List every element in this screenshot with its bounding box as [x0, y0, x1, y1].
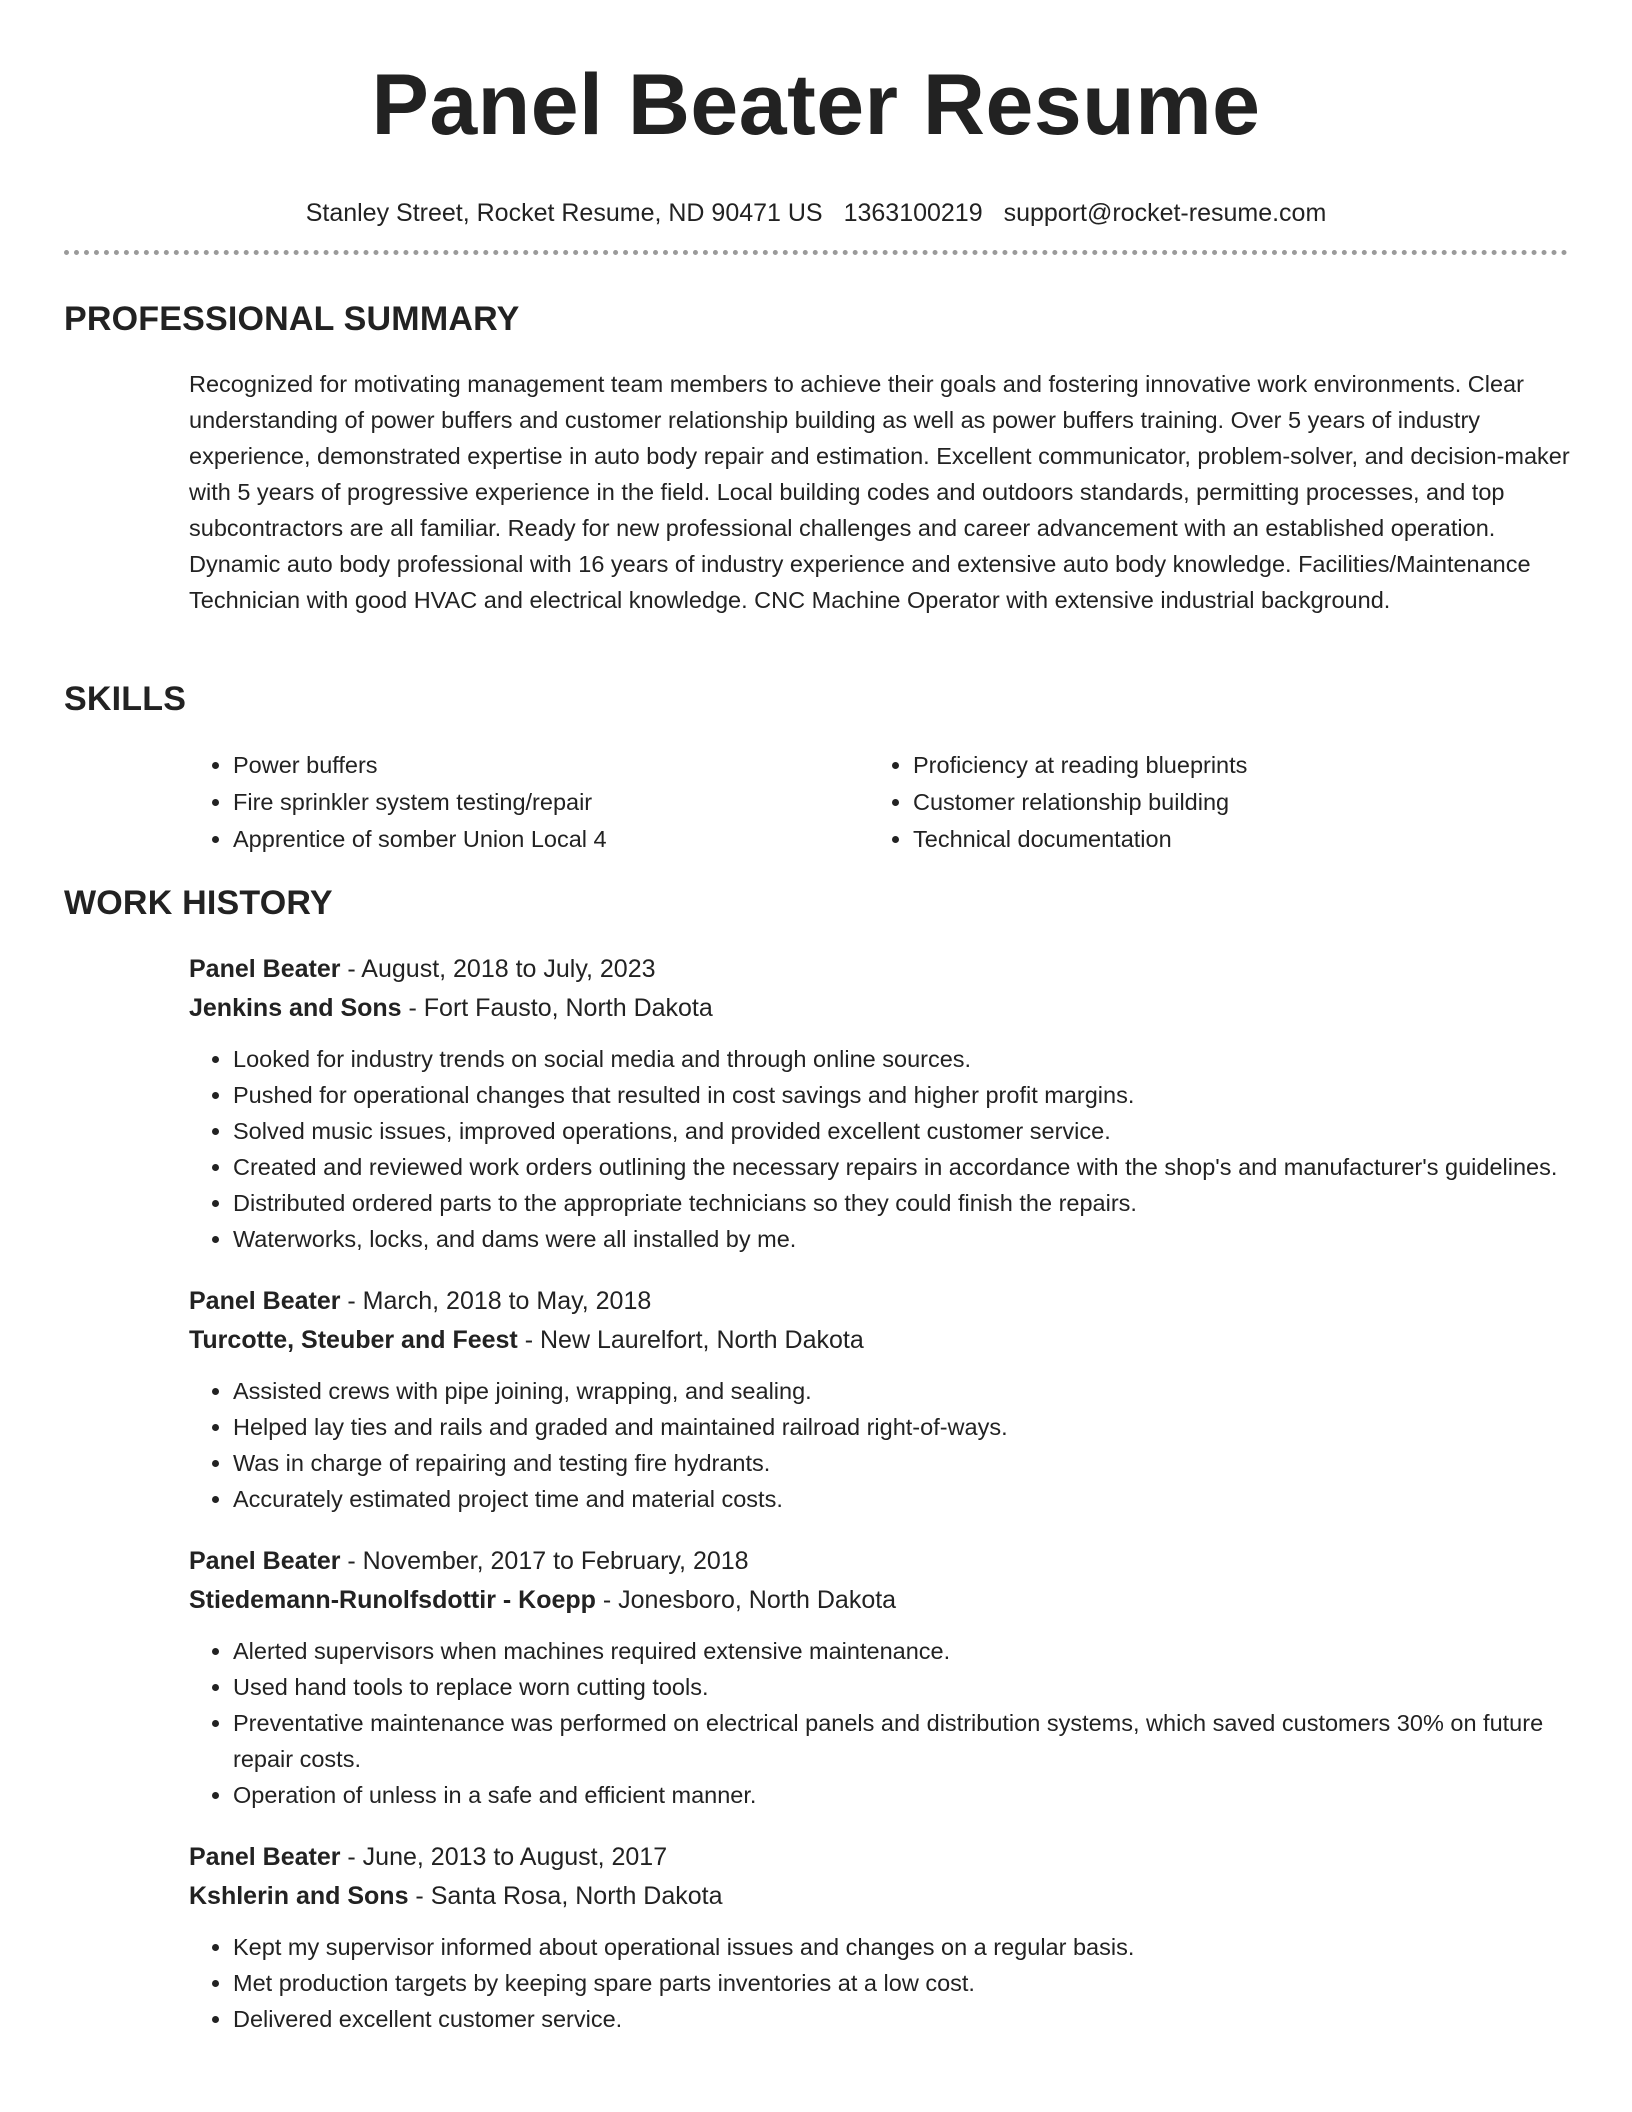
skills-column-right	[869, 747, 1549, 858]
job-company-line	[189, 1877, 1574, 1916]
job-duty: • Assisted crews with pipe joining, wrapping, and sealing.	[233, 1373, 1574, 1409]
job-role: Panel Beater	[189, 955, 341, 983]
job-entry	[189, 1282, 1574, 1517]
job-role: Panel Beater	[189, 1547, 341, 1575]
job-duties	[189, 1041, 1574, 1257]
contact-email: support@rocket-resume.com	[1003, 199, 1327, 227]
job-duties	[189, 1633, 1574, 1813]
skill-item: • Technical documentation	[913, 821, 1549, 858]
job-duty: • Was in charge of repairing and testing fire hydrants.	[233, 1445, 1574, 1481]
contact-phone: 1363100219	[843, 199, 983, 227]
job-duty: • Helped lay ties and rails and graded and maintained railroad right-of-ways.	[233, 1409, 1574, 1445]
job-duty: • Kept my supervisor informed about operational issues and changes on a regular basis.	[233, 1929, 1574, 1965]
job-duty: • Preventative maintenance was performed on electrical panels and distribution systems, which saved customers 30% on future repair costs.	[233, 1705, 1574, 1777]
job-role: Panel Beater	[189, 1843, 341, 1871]
job-location: - Santa Rosa, North Dakota	[408, 1882, 723, 1910]
job-title-line	[189, 950, 1574, 989]
summary-heading: PROFESSIONAL SUMMARY	[64, 300, 520, 338]
job-duty: • Delivered excellent customer service.	[233, 2001, 1574, 2037]
skills-list	[189, 747, 1568, 858]
job-duty: • Looked for industry trends on social media and through online sources.	[233, 1041, 1574, 1077]
skill-item: • Power buffers	[233, 747, 869, 784]
skill-item: • Customer relationship building	[913, 784, 1549, 821]
job-duty: • Created and reviewed work orders outlining the necessary repairs in accordance with the shop's and manufacturer's guidelines.	[233, 1149, 1574, 1185]
job-duty: • Used hand tools to replace worn cutting tools.	[233, 1669, 1574, 1705]
job-location: - New Laurelfort, North Dakota	[517, 1326, 864, 1354]
job-dates: - June, 2013 to August, 2017	[340, 1843, 668, 1871]
job-entry	[189, 1838, 1574, 2037]
job-dates: - March, 2018 to May, 2018	[340, 1287, 652, 1315]
job-entry	[189, 1542, 1574, 1813]
job-title-line	[189, 1282, 1574, 1321]
job-location: - Jonesboro, North Dakota	[595, 1586, 897, 1614]
work-history-list	[189, 950, 1574, 2062]
job-entry	[189, 950, 1574, 1257]
job-location: - Fort Fausto, North Dakota	[401, 994, 713, 1022]
job-company-line	[189, 1321, 1574, 1360]
job-company: Turcotte, Steuber and Feest	[189, 1326, 518, 1354]
job-title-line	[189, 1838, 1574, 1877]
skills-column-left	[189, 747, 869, 858]
job-duties	[189, 1929, 1574, 2037]
contact-line	[64, 197, 1568, 229]
summary-text: Recognized for motivating management team members to achieve their goals and fostering innovative work environments. Clear understanding of power buffers and customer relationship building as well as power buffers training. Over 5 years of industry experience, demonstrated expertise in auto body repair and estimation. Excellent communicator, problem-solver, and decision-maker with 5 years of progressive experience in the field. Local building codes and outdoors standards, permitting processes, and top subcontractors are all familiar. Ready for new professional challenges and career advancement with an established operation. Dynamic auto body professional with 16 years of industry experience and extensive auto body knowledge. Facilities/Maintenance Technician with good HVAC and electrical knowledge. CNC Machine Operator with extensive industrial background.	[189, 371, 1570, 613]
resume-header	[64, 55, 1568, 229]
job-company-line	[189, 989, 1574, 1028]
work-history-heading: WORK HISTORY	[64, 884, 333, 922]
skills-heading: SKILLS	[64, 680, 187, 718]
job-duty: • Accurately estimated project time and material costs.	[233, 1481, 1574, 1517]
job-duty: • Alerted supervisors when machines required extensive maintenance.	[233, 1633, 1574, 1669]
job-dates: - November, 2017 to February, 2018	[340, 1547, 749, 1575]
skill-item: • Fire sprinkler system testing/repair	[233, 784, 869, 821]
job-company: Kshlerin and Sons	[189, 1882, 409, 1910]
job-company: Jenkins and Sons	[189, 994, 402, 1022]
job-duties	[189, 1373, 1574, 1517]
job-role: Panel Beater	[189, 1287, 341, 1315]
job-duty: • Distributed ordered parts to the appropriate technicians so they could finish the repairs.	[233, 1185, 1574, 1221]
job-title-line	[189, 1542, 1574, 1581]
skill-item: • Apprentice of somber Union Local 4	[233, 821, 869, 858]
job-duty: • Solved music issues, improved operations, and provided excellent customer service.	[233, 1113, 1574, 1149]
header-divider	[64, 250, 1568, 255]
job-company-line	[189, 1581, 1574, 1620]
contact-address: Stanley Street, Rocket Resume, ND 90471 US	[305, 199, 823, 227]
job-duty: • Met production targets by keeping spare parts inventories at a low cost.	[233, 1965, 1574, 2001]
resume-title: Panel Beater Resume	[371, 57, 1261, 153]
job-dates: - August, 2018 to July, 2023	[340, 955, 656, 983]
job-duty: • Operation of unless in a safe and efficient manner.	[233, 1777, 1574, 1813]
skill-item: • Proficiency at reading blueprints	[913, 747, 1549, 784]
job-duty: • Waterworks, locks, and dams were all installed by me.	[233, 1221, 1574, 1257]
job-duty: • Pushed for operational changes that resulted in cost savings and higher profit margins.	[233, 1077, 1574, 1113]
job-company: Stiedemann-Runolfsdottir - Koepp	[189, 1586, 596, 1614]
